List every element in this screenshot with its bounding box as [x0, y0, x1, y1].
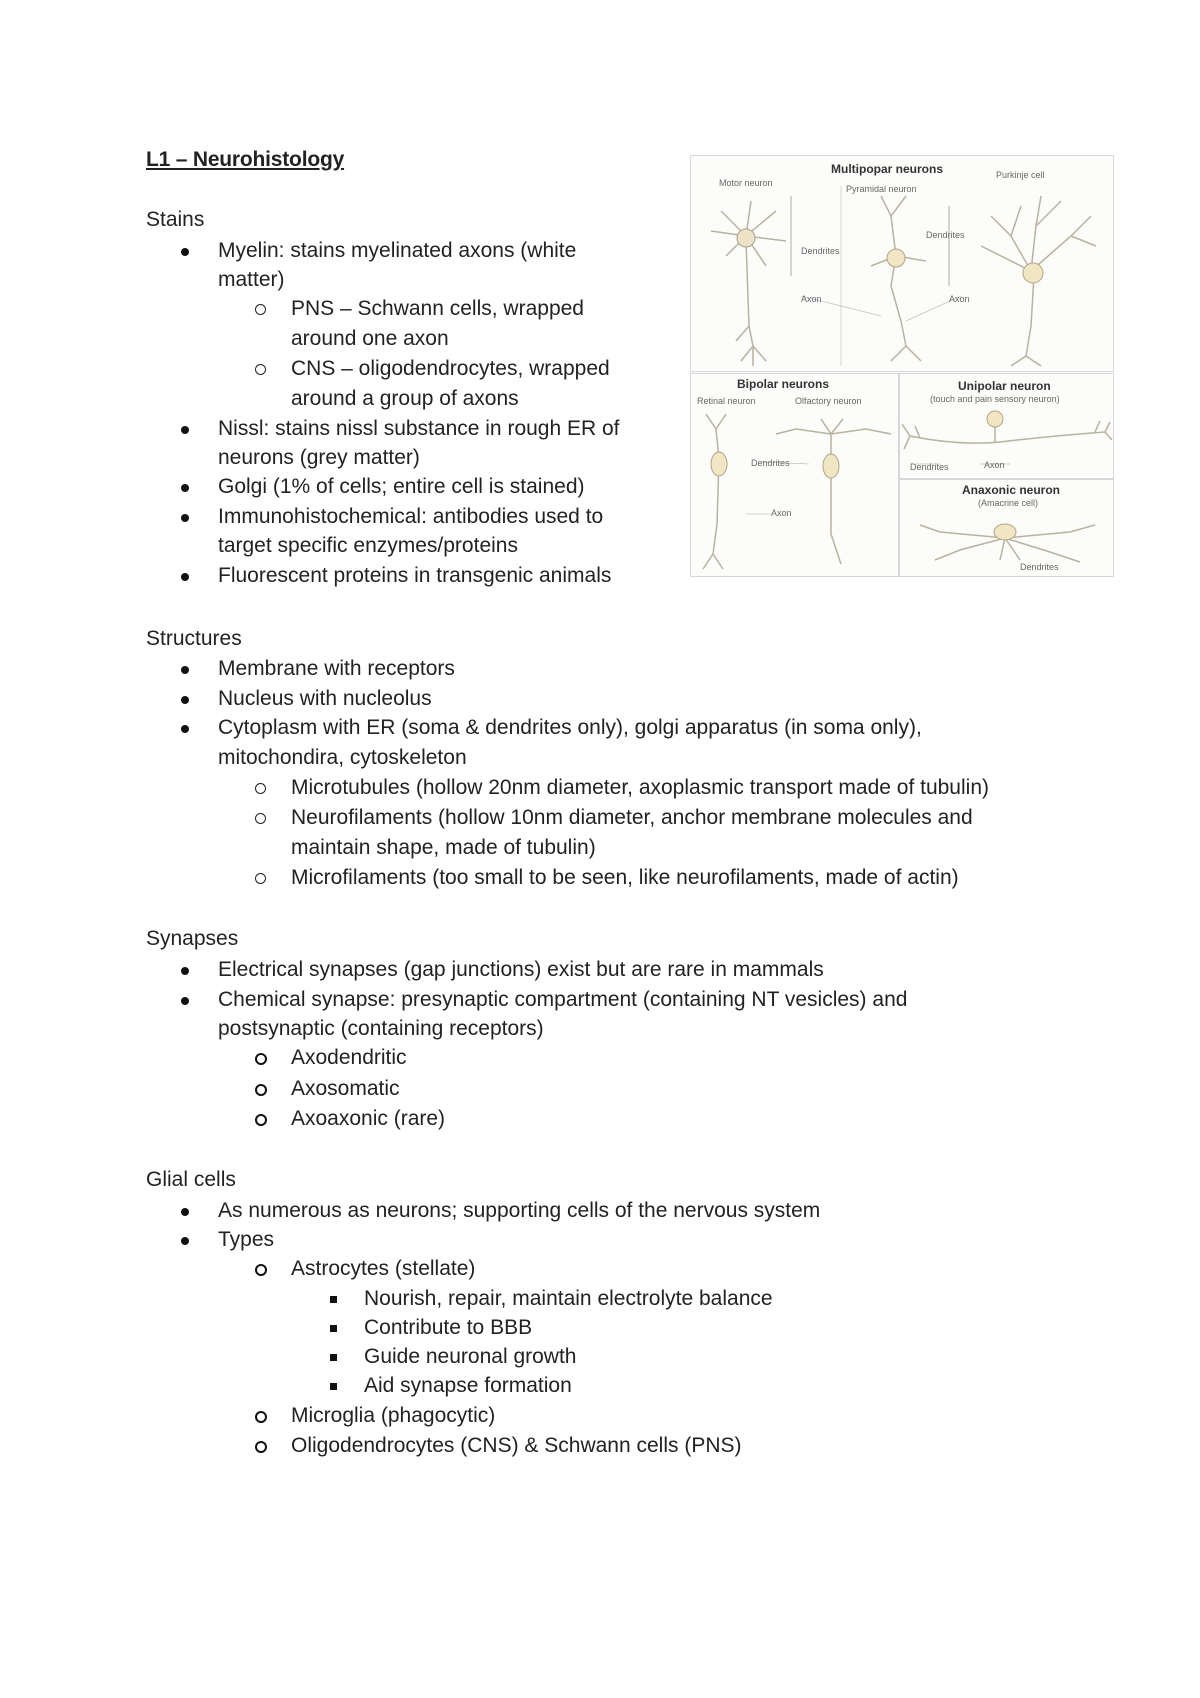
bipolar-title: Bipolar neurons [737, 377, 830, 391]
list-item: Astrocytes (stellate) [291, 1257, 476, 1280]
list-item-continuation: maintain shape, made of tubulin) [291, 836, 596, 859]
list-item: Nourish, repair, maintain electrolyte balance [364, 1287, 773, 1310]
sub-bullet-marker [255, 354, 266, 384]
sub-sub-bullet-marker [330, 1284, 337, 1313]
bullet-marker [181, 684, 189, 713]
list-item-continuation: around a group of axons [291, 387, 519, 410]
axon-label: Axon [984, 460, 1005, 470]
sub-sub-bullet-marker [330, 1371, 337, 1400]
bullet-marker [181, 561, 189, 590]
dendrites-label: Dendrites [926, 230, 965, 240]
list-item: Myelin: stains myelinated axons (white [218, 239, 577, 262]
unipolar-panel [899, 373, 1114, 479]
dendrites-label: Dendrites [801, 246, 840, 256]
list-item: Guide neuronal growth [364, 1345, 577, 1368]
motor-neuron-label: Motor neuron [719, 178, 773, 188]
unipolar-title: Unipolar neuron [958, 379, 1051, 393]
anaxonic-panel [899, 479, 1114, 577]
bullet-marker [181, 713, 189, 742]
axon-label: Axon [771, 508, 792, 518]
list-item-continuation: neurons (grey matter) [218, 446, 420, 469]
heading-synapses: Synapses [146, 927, 239, 950]
sub-sub-bullet-marker [330, 1313, 337, 1342]
list-item: Microfilaments (too small to be seen, like neurofilaments, made of actin) [291, 866, 959, 889]
neuron-types-figure [690, 155, 1114, 577]
anaxonic-title: Anaxonic neuron [962, 483, 1061, 497]
list-item: Microglia (phagocytic) [291, 1404, 496, 1427]
axon-label: Axon [949, 294, 970, 304]
list-item: Fluorescent proteins in transgenic animals [218, 564, 612, 587]
list-item-continuation: target specific enzymes/proteins [218, 534, 518, 557]
sub-sub-bullet-marker [330, 1342, 337, 1371]
bullet-marker [181, 236, 189, 265]
list-item: Chemical synapse: presynaptic compartment (containing NT vesicles) and [218, 988, 908, 1011]
purkinje-cell-label: Purkinje cell [996, 170, 1045, 180]
page-title: L1 – Neurohistology [146, 148, 345, 171]
list-item: Aid synapse formation [364, 1374, 572, 1397]
list-item: Electrical synapses (gap junctions) exist but are rare in mammals [218, 958, 824, 981]
list-item: Axoaxonic (rare) [291, 1107, 446, 1130]
sub-bullet-marker [255, 773, 266, 803]
list-item: Golgi (1% of cells; entire cell is stained) [218, 475, 585, 498]
list-item: Axosomatic [291, 1077, 400, 1100]
dendrites-label: Dendrites [1020, 562, 1059, 572]
sub-bullet-marker [255, 1254, 267, 1285]
bullet-marker [181, 414, 189, 443]
list-item: Nucleus with nucleolus [218, 687, 432, 710]
list-item: Nissl: stains nissl substance in rough ER of [218, 417, 620, 440]
bullet-marker [181, 955, 189, 984]
bullet-marker [181, 472, 189, 501]
dendrites-label: Dendrites [751, 458, 790, 468]
list-item: Contribute to BBB [364, 1316, 533, 1339]
sub-bullet-marker [255, 1401, 267, 1432]
sub-bullet-marker [255, 1043, 267, 1074]
sub-bullet-marker [255, 803, 266, 833]
list-item-continuation: matter) [218, 268, 285, 291]
sub-bullet-marker [255, 1431, 267, 1462]
heading-structures: Structures [146, 627, 242, 650]
list-item: Oligodendrocytes (CNS) & Schwann cells (PNS) [291, 1434, 742, 1457]
list-item: Microtubules (hollow 20nm diameter, axoplasmic transport made of tubulin) [291, 776, 989, 799]
dendrites-label: Dendrites [910, 462, 949, 472]
sub-bullet-marker [255, 294, 266, 324]
multipolar-title: Multipopar neurons [831, 162, 943, 176]
list-item: CNS – oligodendrocytes, wrapped [291, 357, 610, 380]
bullet-marker [181, 654, 189, 683]
sub-bullet-marker [255, 1074, 267, 1105]
list-item-continuation: postsynaptic (containing receptors) [218, 1017, 544, 1040]
sub-bullet-marker [255, 1104, 267, 1135]
olfactory-neuron-label: Olfactory neuron [795, 396, 862, 406]
list-item: PNS – Schwann cells, wrapped [291, 297, 584, 320]
bipolar-panel [690, 373, 899, 577]
list-item: Immunohistochemical: antibodies used to [218, 505, 604, 528]
list-item: Axodendritic [291, 1046, 407, 1069]
list-item: Membrane with receptors [218, 657, 455, 680]
pyramidal-neuron-label: Pyramidal neuron [846, 184, 917, 194]
unipolar-subtitle: (touch and pain sensory neuron) [930, 394, 1060, 404]
list-item: Types [218, 1228, 275, 1251]
list-item: Cytoplasm with ER (soma & dendrites only), golgi apparatus (in soma only), [218, 716, 922, 739]
heading-stains: Stains [146, 208, 205, 231]
sub-bullet-marker [255, 863, 266, 893]
list-item: Neurofilaments (hollow 10nm diameter, anchor membrane molecules and [291, 806, 973, 829]
bullet-marker [181, 502, 189, 531]
bullet-marker [181, 985, 189, 1014]
heading-glial-cells: Glial cells [146, 1168, 236, 1191]
list-item-continuation: mitochondira, cytoskeleton [218, 746, 467, 769]
axon-label: Axon [801, 294, 822, 304]
bullet-marker [181, 1225, 189, 1254]
retinal-neuron-label: Retinal neuron [697, 396, 756, 406]
list-item-continuation: around one axon [291, 327, 449, 350]
anaxonic-subtitle: (Amacrine cell) [978, 498, 1039, 508]
list-item: As numerous as neurons; supporting cells of the nervous system [218, 1199, 821, 1222]
bullet-marker [181, 1196, 189, 1225]
multipolar-panel [690, 155, 1114, 372]
